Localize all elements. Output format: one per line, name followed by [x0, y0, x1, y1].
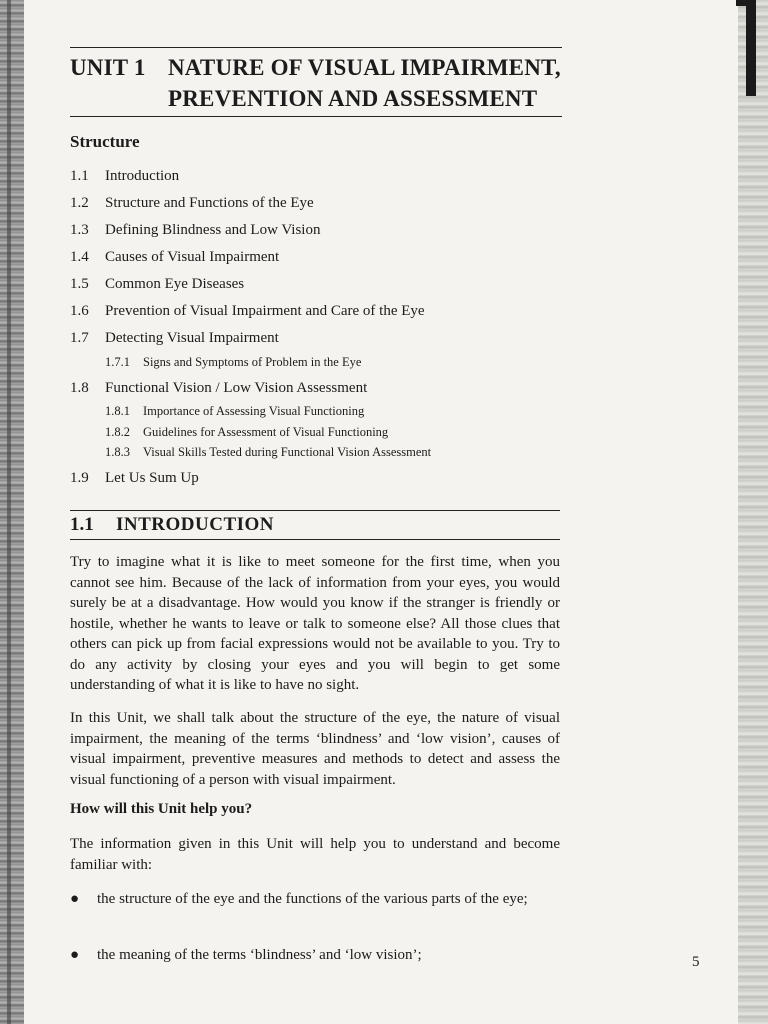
toc-item-label: Introduction	[105, 168, 180, 184]
toc-item-number: 1.4	[70, 249, 89, 265]
toc-subitem-label: Importance of Assessing Visual Functioning	[143, 404, 365, 418]
help-subheading: How will this Unit help you?	[70, 801, 253, 817]
intro-paragraph-1: Try to imagine what it is like to meet someone for the first time, when you cannot see him. Because of the lack of information from your eyes, you would surely be at a disadvantage. How would you know if the stranger is friendly or hostile, whether he wants to leave or talk to someone else? All those clues that others can pick up from facial expressions would not be available to you. Try to do any activity by closing your eyes and you will begin to get some understanding of what it is like to have no sight.	[70, 554, 560, 693]
list-item-text: the structure of the eye and the functions of the various parts of the eye;	[97, 891, 528, 907]
scan-shadow-right	[738, 0, 768, 1024]
toc-item-number: 1.5	[70, 276, 89, 292]
toc-subitem-label: Visual Skills Tested during Functional Vision Assessment	[143, 445, 432, 459]
list-item-text: the meaning of the terms ‘blindness’ and ‘low vision’;	[97, 947, 422, 963]
toc-item-label: Common Eye Diseases	[105, 276, 245, 292]
toc-item-number: 1.7	[70, 330, 89, 346]
bullet-icon: ●	[70, 947, 80, 963]
toc-subitem-number: 1.8.3	[105, 445, 130, 459]
toc-item-number: 1.9	[70, 470, 89, 486]
section-rule-bottom	[70, 539, 560, 540]
toc-item-number: 1.8	[70, 380, 89, 396]
toc-item-number: 1.6	[70, 303, 89, 319]
intro-paragraph-3: The information given in this Unit will help you to understand and become familiar with:	[70, 836, 560, 873]
title-rule-top	[70, 47, 562, 48]
toc-subitem-number: 1.7.1	[105, 355, 130, 369]
scan-shadow-left	[0, 0, 24, 1024]
section-title: INTRODUCTION	[116, 514, 275, 535]
unit-label: UNIT 1	[70, 55, 146, 80]
section-number: 1.1	[70, 514, 94, 535]
bullet-icon: ●	[70, 891, 80, 907]
toc-item-label: Causes of Visual Impairment	[105, 249, 280, 265]
title-rule-bottom	[70, 116, 562, 117]
toc-item-number: 1.3	[70, 222, 89, 238]
intro-paragraph-2: In this Unit, we shall talk about the structure of the eye, the nature of visual impairment, the meaning of the terms ‘blindness’ and ‘low vision’, causes of visual impairment, preventive measures and methods to detect and assess the visual functioning of a person with visual impairment.	[70, 710, 560, 788]
toc-item-label: Defining Blindness and Low Vision	[105, 222, 321, 238]
toc-subitem-label: Signs and Symptoms of Problem in the Eye	[143, 355, 362, 369]
unit-title-line2: PREVENTION AND ASSESSMENT	[168, 86, 538, 111]
toc-subitem-number: 1.8.1	[105, 404, 130, 418]
corner-mark	[736, 0, 756, 90]
toc-subitem-label: Guidelines for Assessment of Visual Functioning	[143, 425, 389, 439]
toc-item-number: 1.2	[70, 195, 89, 211]
toc-item-label: Functional Vision / Low Vision Assessment	[105, 380, 368, 396]
structure-heading: Structure	[70, 132, 140, 151]
unit-title-line1: NATURE OF VISUAL IMPAIRMENT,	[168, 55, 561, 80]
toc-item-label: Detecting Visual Impairment	[105, 330, 279, 346]
toc-item-label: Structure and Functions of the Eye	[105, 195, 314, 211]
section-rule-top	[70, 510, 560, 511]
toc-item-number: 1.1	[70, 168, 89, 184]
toc-subitem-number: 1.8.2	[105, 425, 130, 439]
toc-item-label: Let Us Sum Up	[105, 470, 199, 486]
page-number: 5	[692, 954, 700, 970]
toc-item-label: Prevention of Visual Impairment and Care of the Eye	[105, 303, 425, 319]
